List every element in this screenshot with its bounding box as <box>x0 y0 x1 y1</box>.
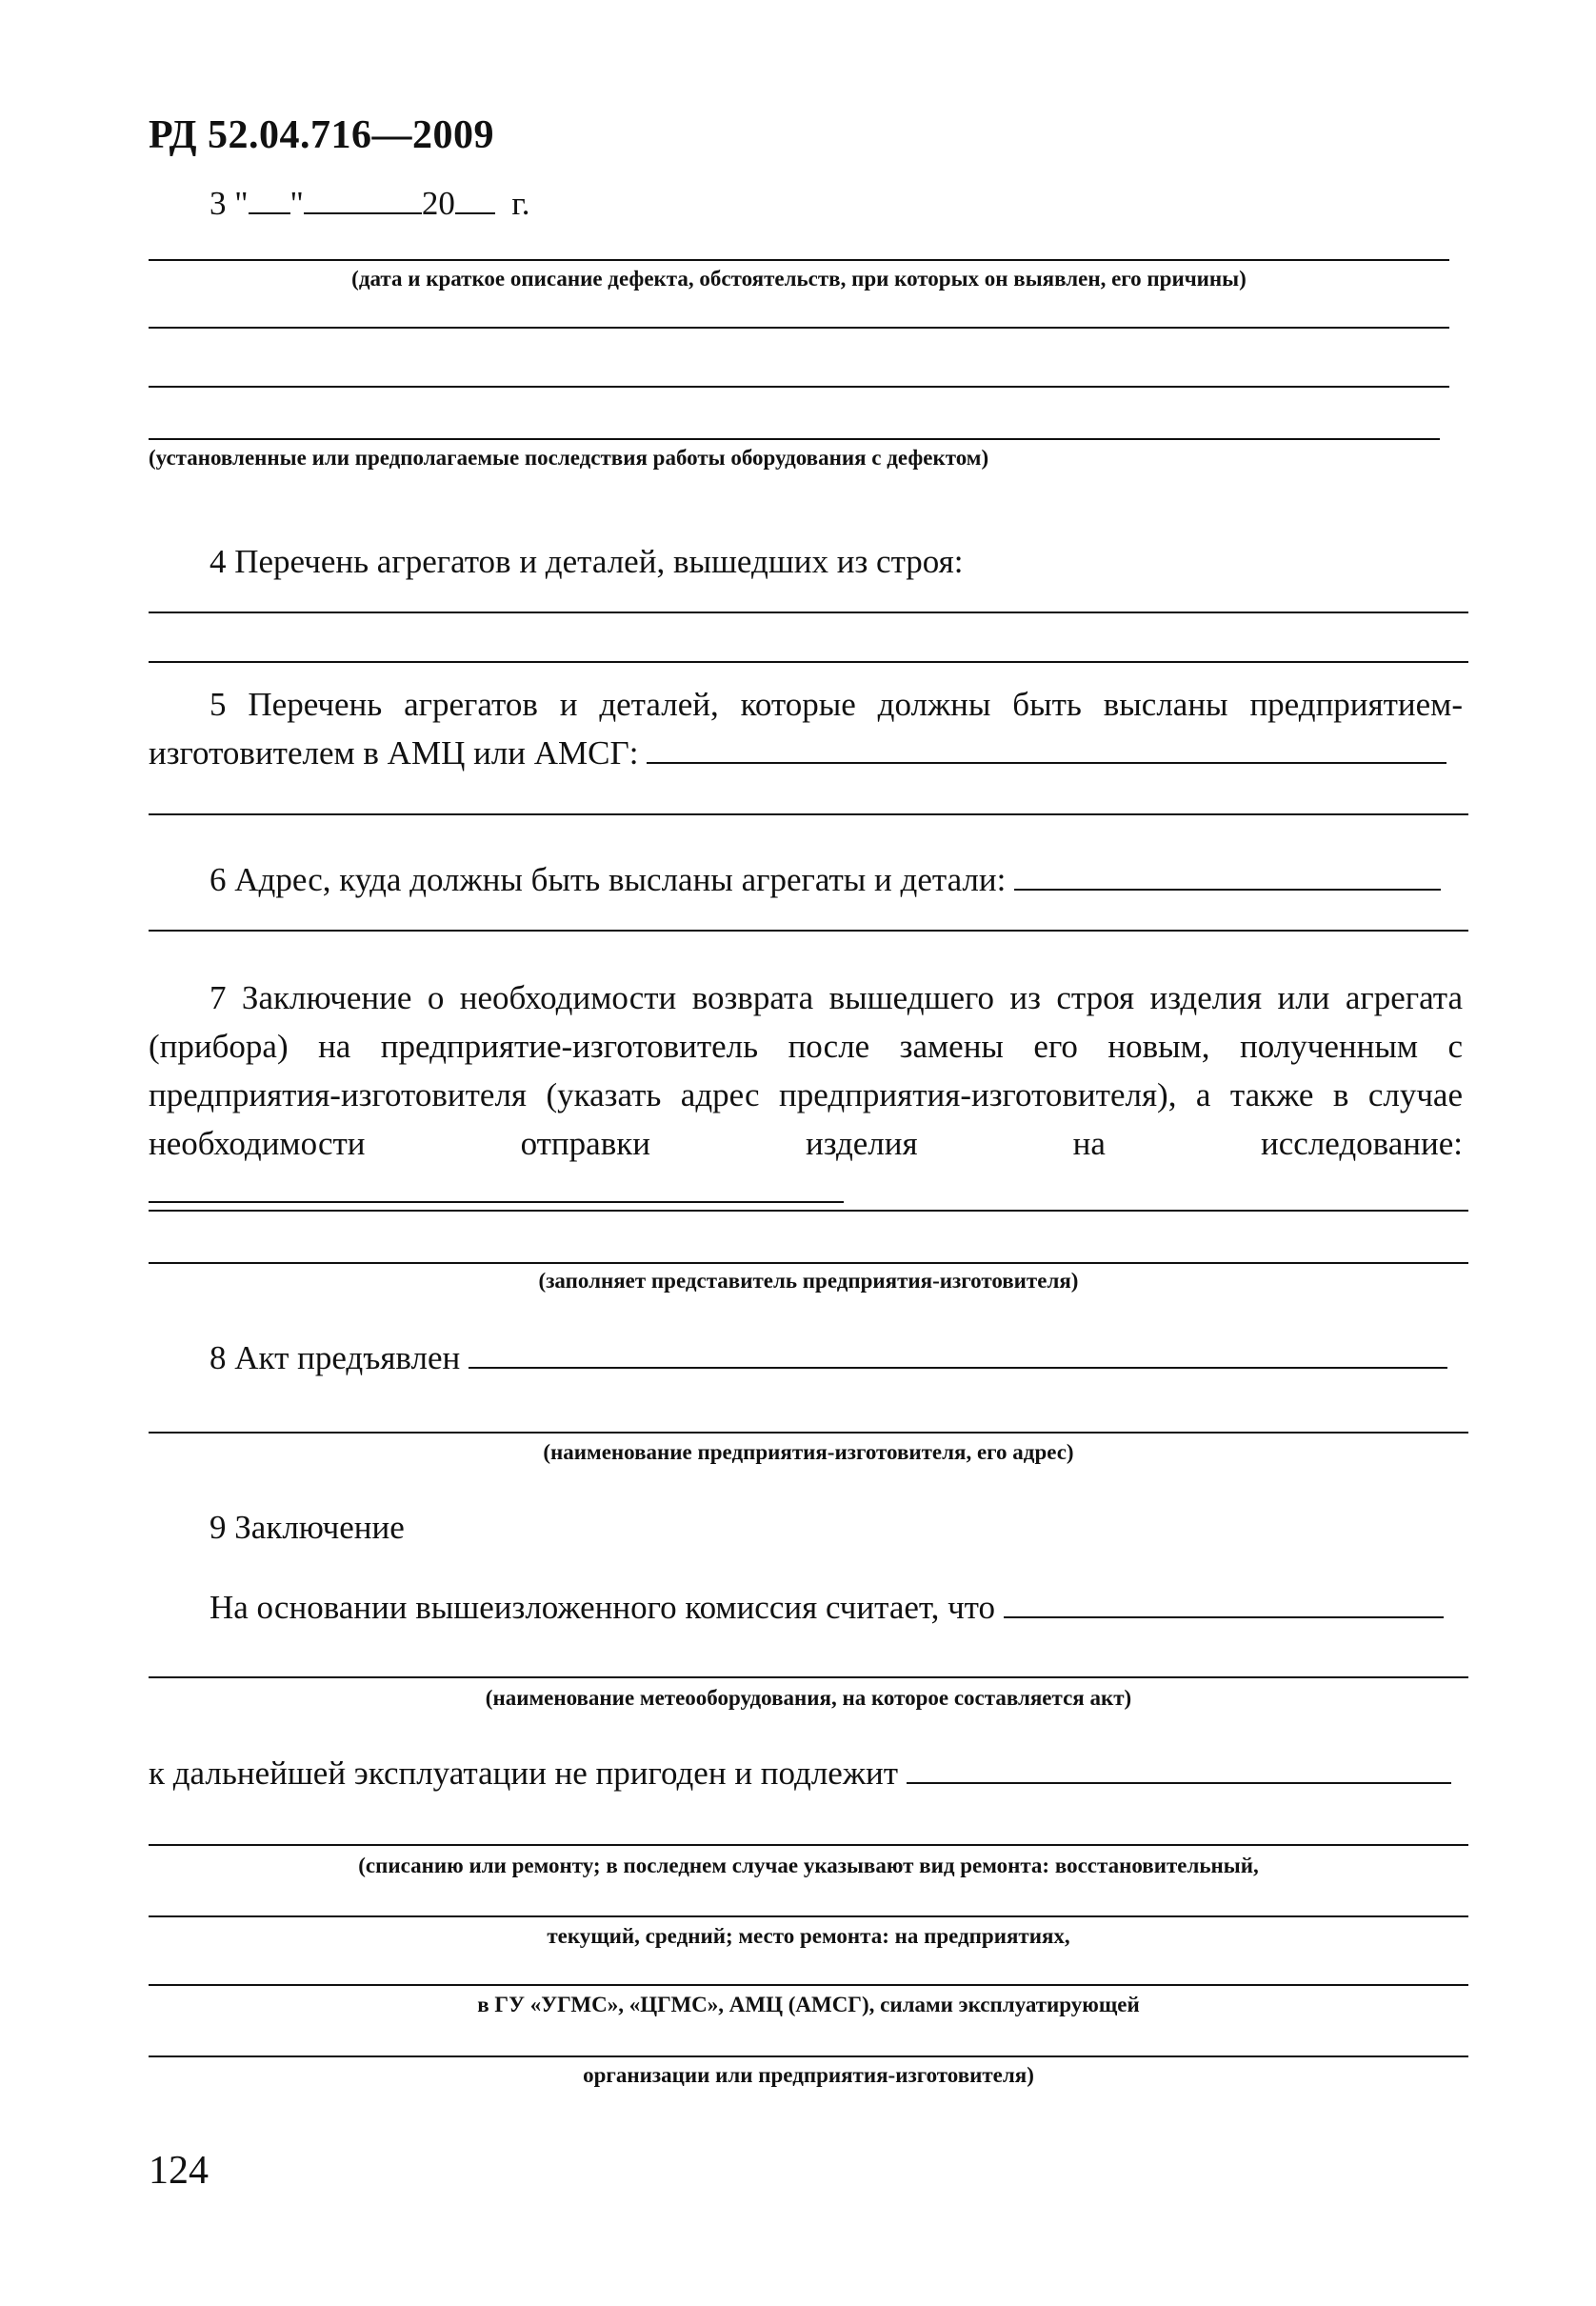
document-number: РД 52.04.716—2009 <box>149 113 495 157</box>
date-suffix: г. <box>511 185 530 222</box>
disposition-field[interactable] <box>907 1782 1451 1784</box>
section-5-text: 5 Перечень агрегатов и деталей, которые должны быть высланы предприятием-изготовителем в АМЦ или АМСГ: <box>149 686 1463 772</box>
month-field[interactable] <box>304 212 422 214</box>
section-6-line-2[interactable] <box>149 930 1468 932</box>
section-8-text: 8 Акт предъявлен <box>209 1339 461 1376</box>
section-9-text-2 <box>149 1756 1451 1790</box>
caption-repair-4: организации или предприятия-изготовителя) <box>583 2063 1034 2087</box>
section-6-text: 6 Адрес, куда должны быть высланы агрегаты и детали: <box>209 861 1007 898</box>
caption-repair-2: текущий, средний; место ремонта: на предприятиях, <box>547 1924 1070 1948</box>
section-7-text: 7 Заключение о необходимости возврата вышедшего из строя изделия или агрегата (прибора) на предприятие-изготовитель после замены его новым, полученным с предприятия-изготовителя (указать адрес предприятия-изготовителя), а также в случае необходимости отправки изделия на исследование: <box>149 979 1463 1162</box>
section-7-field[interactable] <box>149 1201 844 1203</box>
caption-defect: (дата и краткое описание дефекта, обстоятельств, при которых он выявлен, его причины) <box>351 267 1247 291</box>
defect-line-2[interactable] <box>149 327 1449 329</box>
section-8-field[interactable] <box>469 1367 1447 1369</box>
section-6 <box>209 863 1441 896</box>
section-4-line-2[interactable] <box>149 661 1468 663</box>
disposition-line-3[interactable] <box>149 1915 1468 1917</box>
section-4: 4 Перечень агрегатов и деталей, вышедших из строя: <box>209 543 964 580</box>
consequences-line[interactable] <box>149 438 1440 440</box>
section-9-field[interactable] <box>1004 1616 1444 1618</box>
page-number: 124 <box>149 2149 209 2193</box>
section-5-field[interactable] <box>647 762 1446 764</box>
defect-line-3[interactable] <box>149 386 1449 388</box>
defect-line-1[interactable] <box>149 259 1449 261</box>
caption-consequences: (установленные или предполагаемые последствия работы оборудования с дефектом) <box>149 446 989 470</box>
section-9-text-1: На основании вышеизложенного комиссия считает, что <box>209 1589 996 1626</box>
section-6-field[interactable] <box>1014 889 1441 891</box>
caption-equipment-name: (наименование метеооборудования, на которое составляется акт) <box>485 1686 1132 1710</box>
date-prefix: 3 " <box>209 185 249 222</box>
disposition-line-2[interactable] <box>149 1844 1468 1846</box>
date-mid: " <box>289 185 304 222</box>
caption-manufacturer-fills: (заполняет представитель предприятия-изготовителя) <box>538 1269 1079 1293</box>
section-7-line-2[interactable] <box>149 1210 1468 1212</box>
section-4-line-1[interactable] <box>149 612 1468 613</box>
section-9-line-2[interactable] <box>149 1676 1468 1678</box>
section-7-line-3[interactable] <box>149 1262 1468 1264</box>
caption-repair-1: (списанию или ремонту; в последнем случае указывают вид ремонта: восстановительный, <box>358 1854 1259 1877</box>
caption-manufacturer-name: (наименование предприятия-изготовителя, его адрес) <box>543 1440 1074 1464</box>
disposition-line-5[interactable] <box>149 2055 1468 2057</box>
section-5 <box>149 680 1463 777</box>
year-prefix: 20 <box>421 185 455 222</box>
section-9-text <box>209 1591 1444 1624</box>
section-9: 9 Заключение <box>209 1509 405 1546</box>
year-field[interactable] <box>455 212 495 214</box>
section-7 <box>149 973 1463 1216</box>
section-9-text-2-label: к дальнейшей эксплуатации не пригоден и подлежит <box>149 1755 899 1792</box>
disposition-line-4[interactable] <box>149 1984 1468 1986</box>
day-field[interactable] <box>249 212 290 214</box>
section-5-line-2[interactable] <box>149 813 1468 815</box>
caption-repair-3: в ГУ «УГМС», «ЦГМС», АМЦ (АМСГ), силами эксплуатирующей <box>477 1993 1140 2016</box>
section-8-line-2[interactable] <box>149 1432 1468 1434</box>
section-8 <box>209 1341 1447 1374</box>
date-line <box>209 187 530 220</box>
